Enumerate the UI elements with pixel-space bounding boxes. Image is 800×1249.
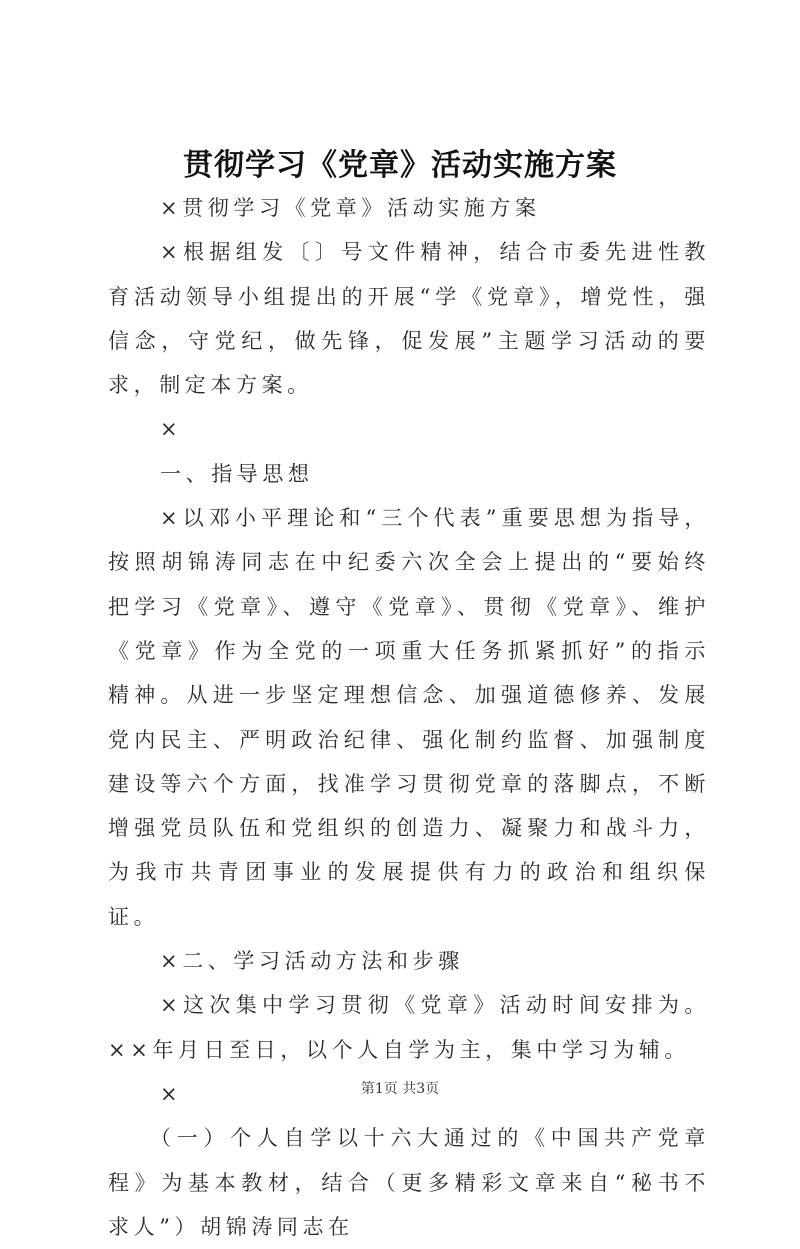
paragraph: × (160, 417, 183, 442)
section-heading: 一、指导思想 (160, 461, 314, 486)
paragraph: × (160, 1081, 183, 1106)
paragraph: （一）个人自学以十六大通过的《中国共产党章程》为基本教材，结合（更多精彩文章来自“秘书不求人”）胡锦涛同志在 (108, 1126, 710, 1239)
page-footer: 第1页 共3页 (360, 1081, 440, 1097)
paragraph: ×贯彻学习《党章》活动实施方案 (160, 196, 541, 220)
paragraph: ×根据组发〔〕号文件精神，结合市委先进性教育活动领导小组提出的开展“学《党章》，增党性，强信念，守党纪，做先锋，促发展”主题学习活动的要求，制定本方案。 (108, 240, 710, 398)
paragraph: ×以邓小平理论和“三个代表”重要思想为指导，按照胡锦涛同志在中纪委六次全会上提出的“要始终把学习《党章》、遵守《党章》、贯彻《党章》、维护《党章》作为全党的一项重大任务抓紧抓好”的指示精神。从进一步坚定理想信念、加强道德修养、发展党内民主、严明政治纪律、强化制约监督、加强制度建设等六个方面，找准学习贯彻党章的落脚点，不断增强党员队伍和党组织的创造力、凝聚力和战斗力，为我市共青团事业的发展提供有力的政治和组织保证。 (108, 506, 710, 929)
document-title: 贯彻学习《党章》活动实施方案 (183, 148, 617, 183)
section-heading: ×二、学习活动方法和步骤 (160, 949, 464, 974)
paragraph: ×这次集中学习贯彻《党章》活动时间安排为。××年月日至日，以个人自学为主，集中学习为辅。 (108, 993, 710, 1062)
